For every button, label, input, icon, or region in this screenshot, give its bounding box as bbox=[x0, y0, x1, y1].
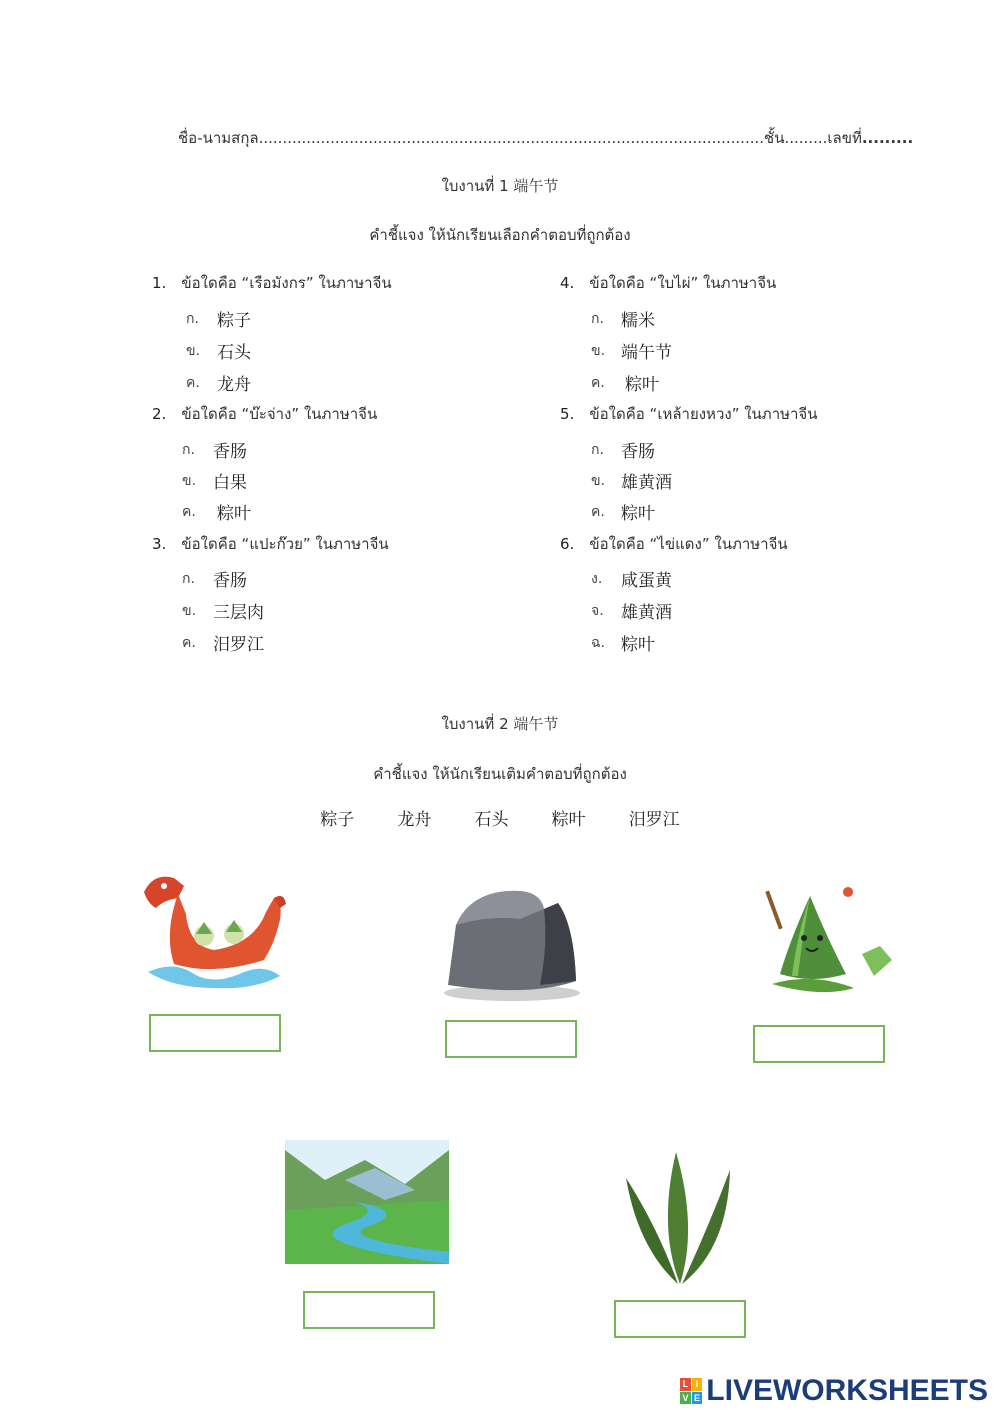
question-number: 1. bbox=[152, 274, 167, 292]
q1-option-b[interactable] bbox=[186, 340, 251, 363]
option-letter: ก. bbox=[591, 442, 604, 458]
option-text: 香肠 bbox=[213, 571, 247, 591]
q1-option-a[interactable] bbox=[186, 308, 251, 331]
option-letter: ข. bbox=[591, 473, 606, 489]
option-letter: ข. bbox=[182, 603, 197, 619]
student-info-line bbox=[178, 126, 913, 150]
option-text: 粽子 bbox=[217, 311, 251, 331]
dragon-boat-icon bbox=[134, 864, 290, 994]
q1-option-c[interactable] bbox=[186, 372, 251, 395]
answer-box-5[interactable] bbox=[614, 1300, 746, 1338]
q2-option-b[interactable] bbox=[182, 470, 247, 493]
question-1 bbox=[152, 271, 392, 295]
option-letter: ข. bbox=[591, 343, 606, 359]
option-text: 粽叶 bbox=[621, 635, 655, 655]
question-number: 4. bbox=[560, 274, 575, 292]
question-text: ข้อใดคือ “แปะก๊วย” ในภาษาจีน bbox=[181, 535, 389, 553]
option-text: 雄黄酒 bbox=[621, 603, 672, 623]
worksheet2-title: ใบงานที่ 2 端午节 bbox=[441, 715, 559, 733]
option-letter: ค. bbox=[182, 635, 196, 651]
question-text: ข้อใดคือ “เรือมังกร” ในภาษาจีน bbox=[181, 274, 392, 292]
question-5 bbox=[560, 402, 817, 426]
option-letter: ง. bbox=[591, 571, 603, 587]
option-text: 三层肉 bbox=[213, 603, 264, 623]
brand-name: LIVEWORKSHEETS bbox=[706, 1374, 988, 1407]
q2-option-a[interactable] bbox=[182, 439, 247, 462]
class-dots: ......... bbox=[784, 129, 828, 147]
number-dots: ......... bbox=[861, 129, 914, 147]
question-text: ข้อใดคือ “ไข่แดง” ในภาษาจีน bbox=[589, 535, 788, 553]
option-letter: ก. bbox=[591, 311, 604, 327]
q6-option-a[interactable] bbox=[591, 568, 672, 591]
badge-letter: E bbox=[692, 1392, 703, 1405]
bamboo-leaf-icon bbox=[618, 1148, 736, 1286]
worksheet1-instruction: คำชี้แจง ให้นักเรียนเลือกคำตอบที่ถูกต้อง bbox=[369, 226, 631, 244]
liveworksheets-logo bbox=[680, 1374, 988, 1408]
option-letter: จ. bbox=[591, 603, 604, 619]
q3-option-a[interactable] bbox=[182, 568, 247, 591]
answer-box-3[interactable] bbox=[753, 1025, 885, 1063]
option-text: 端午节 bbox=[621, 343, 672, 363]
option-letter: ค. bbox=[591, 375, 605, 391]
word-bank-item: 石头 bbox=[474, 810, 509, 830]
logo-badge-icon bbox=[680, 1378, 702, 1404]
question-3 bbox=[152, 532, 389, 556]
river-icon bbox=[285, 1140, 449, 1264]
badge-letter: L bbox=[680, 1378, 691, 1391]
question-text: ข้อใดคือ “ใบไผ่” ในภาษาจีน bbox=[589, 274, 777, 292]
question-number: 3. bbox=[152, 535, 167, 553]
class-label: ชั้น bbox=[764, 129, 785, 147]
option-letter: ก. bbox=[186, 311, 199, 327]
option-text: 白果 bbox=[213, 473, 247, 493]
zongzi-icon bbox=[762, 880, 896, 998]
q3-option-c[interactable] bbox=[182, 632, 264, 655]
answer-box-1[interactable] bbox=[149, 1014, 281, 1052]
question-text: ข้อใดคือ “เหล้ายงหวง” ในภาษาจีน bbox=[589, 405, 818, 423]
option-text: 雄黄酒 bbox=[621, 473, 672, 493]
q5-option-a[interactable] bbox=[591, 439, 655, 462]
option-letter: ค. bbox=[591, 504, 605, 520]
option-letter: ค. bbox=[182, 504, 196, 520]
number-label: เลขที่ bbox=[827, 129, 862, 147]
question-number: 6. bbox=[560, 535, 575, 553]
worksheet1-title: ใบงานที่ 1 端午节 bbox=[441, 177, 559, 195]
rock-icon bbox=[440, 885, 582, 1003]
option-text: 龙舟 bbox=[217, 375, 251, 395]
q2-option-c[interactable] bbox=[182, 501, 251, 524]
q6-option-b[interactable] bbox=[591, 600, 672, 623]
option-text: 香肠 bbox=[213, 442, 247, 462]
answer-box-2[interactable] bbox=[445, 1020, 577, 1058]
word-bank-item: 粽叶 bbox=[551, 810, 586, 830]
word-bank-item: 龙舟 bbox=[397, 810, 432, 830]
worksheet2-instruction: คำชี้แจง ให้นักเรียนเติมคำตอบที่ถูกต้อง bbox=[373, 765, 627, 783]
option-letter: ก. bbox=[182, 442, 195, 458]
question-number: 5. bbox=[560, 405, 575, 423]
question-6 bbox=[560, 532, 788, 556]
word-bank-item: 粽子 bbox=[320, 810, 355, 830]
option-letter: ฉ. bbox=[591, 635, 605, 651]
q3-option-b[interactable] bbox=[182, 600, 264, 623]
badge-letter: V bbox=[680, 1392, 691, 1405]
option-text: 咸蛋黄 bbox=[621, 571, 672, 591]
option-text: 粽叶 bbox=[621, 504, 655, 524]
question-text: ข้อใดคือ “บ๊ะจ่าง” ในภาษาจีน bbox=[181, 405, 378, 423]
q4-option-a[interactable] bbox=[591, 308, 655, 331]
option-text: 香肠 bbox=[621, 442, 655, 462]
q4-option-c[interactable] bbox=[591, 372, 659, 395]
option-text: 石头 bbox=[217, 343, 251, 363]
word-bank bbox=[0, 805, 1000, 830]
word-bank-item: 汨罗江 bbox=[628, 810, 680, 830]
option-text: 糯米 bbox=[621, 311, 655, 331]
option-letter: ก. bbox=[182, 571, 195, 587]
option-text: 粽叶 bbox=[217, 504, 251, 524]
name-label: ชื่อ-นามสกุล bbox=[178, 129, 259, 147]
question-4 bbox=[560, 271, 776, 295]
answer-box-4[interactable] bbox=[303, 1291, 435, 1329]
option-text: 粽叶 bbox=[625, 375, 659, 395]
option-letter: ข. bbox=[186, 343, 201, 359]
name-dots: .......................................................................................................... bbox=[258, 129, 765, 147]
option-letter: ค. bbox=[186, 375, 200, 391]
option-text: 汨罗江 bbox=[213, 635, 264, 655]
badge-letter: I bbox=[692, 1378, 703, 1391]
option-letter: ข. bbox=[182, 473, 197, 489]
question-2 bbox=[152, 402, 377, 426]
q4-option-b[interactable] bbox=[591, 340, 672, 363]
question-number: 2. bbox=[152, 405, 167, 423]
q5-option-b[interactable] bbox=[591, 470, 672, 493]
q6-option-c[interactable] bbox=[591, 632, 655, 655]
q5-option-c[interactable] bbox=[591, 501, 655, 524]
